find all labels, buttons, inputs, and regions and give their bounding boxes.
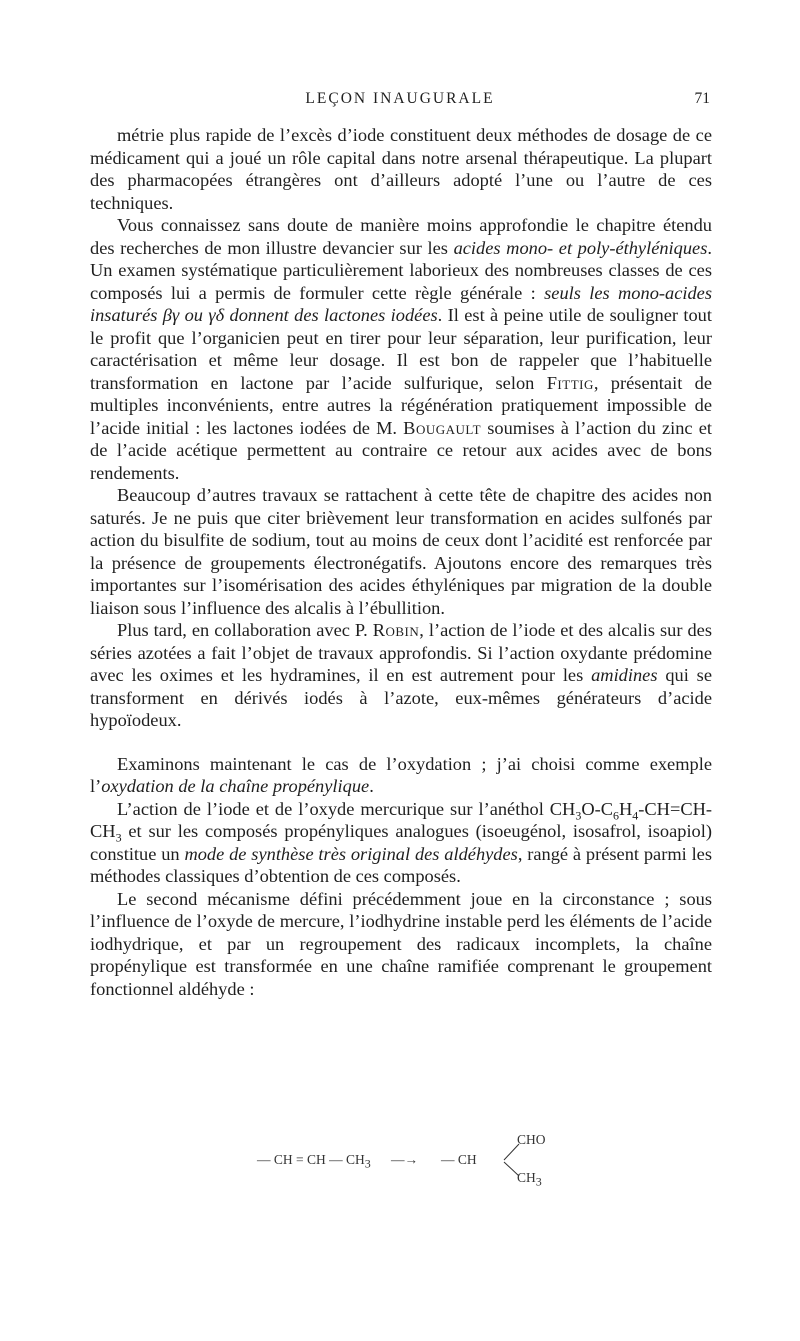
body-text [90, 124, 712, 1000]
text-run: , rangé à présent parmi les méthodes classiques d’obtention de ces composés. [90, 843, 713, 886]
paragraph [90, 124, 712, 214]
formula-reactant: — CH = CH — $CH_3$ [257, 1152, 371, 1171]
paragraph [90, 214, 712, 484]
subscript: 3 [575, 808, 582, 823]
italic-phrase: amidines [591, 665, 658, 685]
subscript: 4 [632, 808, 639, 823]
author-name: Robin [372, 620, 420, 640]
text-run: . [369, 776, 374, 796]
text-run: métrie plus rapide de l’excès d’iode constituent deux méthodes de dosage de ce médicament qui a joué un rôle capital dans notre arsenal thérapeutique. La plupart des pharmacopées étrangères ont d’ailleurs adopté l’une ou l’autre de ces techniques. [90, 125, 712, 213]
text-run: Examinons maintenant le cas de l’oxydation ; j’ai choisi comme exemple l’ [90, 753, 712, 796]
text-run: et sur les composés propényliques analogues (isoeugénol, isosafrol, isoapiol) constitue un [90, 821, 712, 864]
author-name: Bougault [403, 417, 482, 438]
text-run: L’action de l’iode et de l’oxyde mercurique sur l’anéthol CH [117, 798, 576, 819]
formula-product-aldehyde: CHO [517, 1132, 546, 1147]
text-run: Le second mécanisme défini précédemment joue en la circonstance ; sous l’influence de l’oxyde de mercure, l’iodhydrine instable perd les éléments de l’acide iodhydrique, et par un regroupement des radicaux incomplets, la chaîne propénylique est transformée en une chaîne ramifiée comprenant le groupement fonctionnel aldéhyde : [90, 888, 712, 999]
running-title: LEÇON INAUGURALE [305, 90, 495, 107]
formula-product-methyl: $CH_3$ [517, 1170, 542, 1189]
text-run: . Un examen systématique particulièrement laborieux des nombreuses classes de ces composés lui a permis de formuler cette règle générale : [90, 237, 712, 303]
text-run: Plus tard, en collaboration avec P. [117, 620, 373, 640]
formula-product-stem: — CH [441, 1152, 477, 1167]
text-run: H [619, 798, 633, 819]
text-run: O-C [581, 798, 613, 819]
chemical-formula [255, 1126, 555, 1189]
text-run: -CH=CH-CH [90, 798, 712, 841]
subscript: 6 [613, 808, 619, 823]
text-run: Beaucoup d’autres travaux se rattachent à cette tête de chapitre des acides non saturés. Je ne puis que citer brièvement leur transformation en acides sulfonés par action du bisulfite de sodium, tout au moins de ceux dont l’acidité est renforcée par la présence de groupements électronégatifs. Ajoutons encore des remarques très importantes sur l’isomérisation des acides éthyléniques par migration de la double liaison sous l’influence des alcalis à l’ébullition. [90, 485, 712, 618]
author-name: Fittig [546, 372, 594, 393]
italic-phrase: seuls les mono-acides insaturés βγ ou γδ donnent des lactones iodées [90, 282, 712, 325]
text-run: Vous connaissez sans doute de manière moins approfondie le chapitre étendu des recherches de mon illustre devancier sur les [90, 215, 712, 258]
text-run: , présentait de multiples inconvénients, entre autres la régénération pratiquement impossible de l’acide initial : les lactones iodées de M. [90, 372, 713, 438]
reaction-arrow: —→ [391, 1152, 418, 1167]
italic-phrase: oxydation de la chaîne propénylique [101, 776, 370, 796]
text-run: qui se transforment en dérivés iodés à l’azote, eux-mêmes générateurs d’acide hypoïodeux. [90, 665, 712, 730]
italic-phrase: acides mono- et poly-éthyléniques [453, 237, 708, 258]
paragraph [90, 888, 712, 1001]
text-run: soumises à l’action du zinc et de l’acide acétique permettent au contraire ce retour aux acides avec de bons rendements. [90, 417, 713, 483]
paragraph [90, 619, 712, 732]
text-run: . Il est à peine utile de souligner tout le profit que l’organicien peut en tirer pour leur séparation, leur purification, leur caractérisation et même leur dosage. Il est bon de rappeler que l’habituelle transformation en lactone par l’acide sulfurique, selon [90, 305, 712, 393]
paragraph [90, 484, 712, 619]
subscript: 3 [115, 830, 122, 845]
italic-phrase: mode de synthèse très original des aldéhydes [184, 843, 518, 864]
paragraph [90, 798, 712, 888]
page-number: 71 [694, 90, 710, 107]
paragraph [90, 753, 712, 798]
running-header [90, 90, 710, 114]
text-run: , l’action de l’iode et des alcalis sur des séries azotées a fait l’objet de travaux approfondis. Si l’action oxydante prédomine avec les oximes et les hydramines, il en est autrement pour les [90, 620, 712, 685]
